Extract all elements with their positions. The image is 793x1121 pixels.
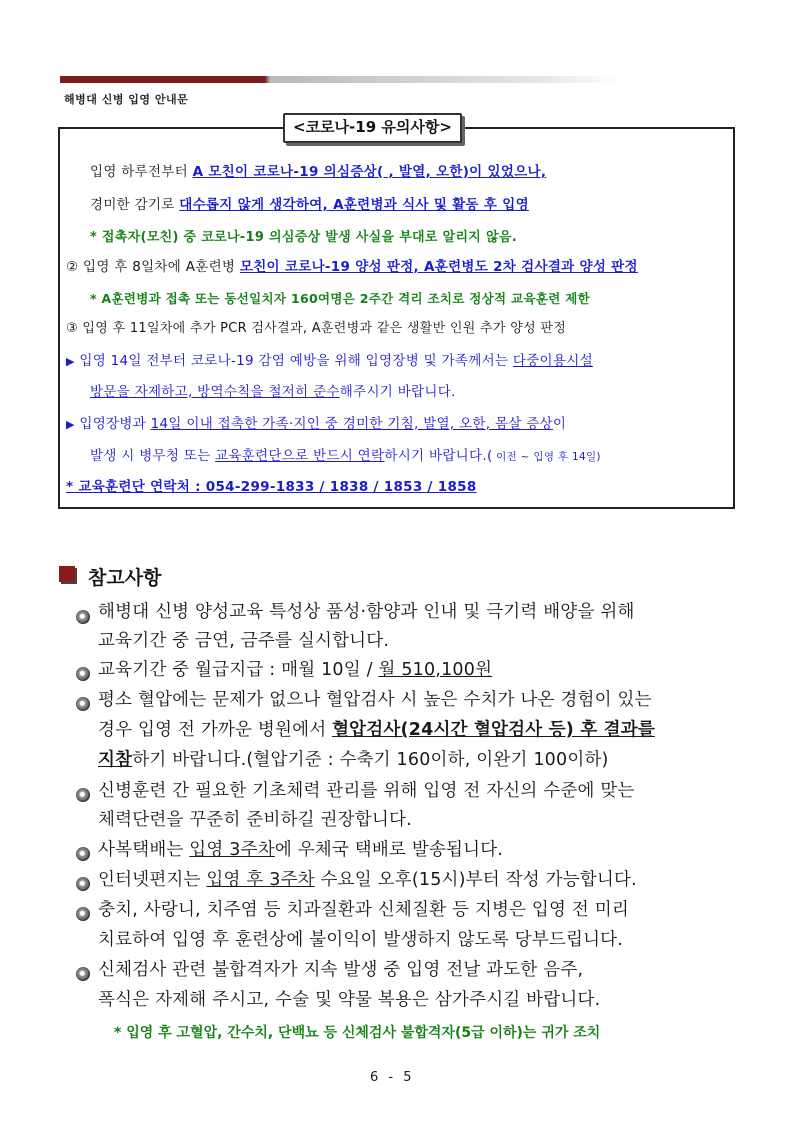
training-unit-contact: * 교육훈련단 연락처 : 054-299-1833 / 1838 / 1853 / 1858 (66, 479, 477, 495)
covid-line-1-highlight: A 모친이 코로나-19 의심증상( , 발열, 오한)이 있었으나, (192, 164, 547, 180)
reference-item-7-line-1: 충치, 사랑니, 치주염 등 치과질환과 신체질환 등 지병은 입영 전 미리 (98, 900, 629, 920)
page-number: 6 - 5 (370, 1070, 415, 1085)
reference-item-3-text: 경우 입영 전 가까운 병원에서 (98, 720, 333, 740)
covid-line-2-text: 경미한 감기로 (90, 197, 180, 213)
reference-item-3-tail: 하기 바랍니다.(혈압기준 : 수축기 160이하, 이완기 100이하) (132, 750, 609, 770)
reference-item-6-tail: 수요일 오후(15시)부터 작성 가능합니다. (314, 870, 637, 890)
bullet-circle-icon (76, 697, 90, 711)
reference-item-5-text: 사복택배는 (98, 840, 190, 860)
covid-line-1 (90, 163, 546, 181)
reference-item-5-tail: 에 우체국 택배로 발송됩니다. (274, 840, 504, 860)
bullet-circle-icon (76, 877, 90, 891)
document-header-title: 해병대 신병 입영 안내문 (64, 93, 189, 106)
reference-item-3-line-3 (98, 748, 609, 772)
bullet-circle-icon (76, 610, 90, 624)
reference-item-1-line-1: 해병대 신병 양성교육 특성상 품성·함양과 인내 및 극기력 배양을 위해 (98, 602, 635, 622)
reference-item-6-text: 인터넷편지는 (98, 870, 207, 890)
reference-item-6 (98, 868, 637, 892)
covid-line-6: ③ 입영 후 11일차에 추가 PCR 검사결과, A훈련병과 같은 생활반 인원 추가 양성 판정 (66, 321, 567, 336)
covid-line-4 (66, 258, 638, 276)
covid-line-2 (90, 196, 529, 214)
covid-line-8 (90, 383, 456, 401)
bullet-circle-icon (76, 967, 90, 981)
reference-item-4-line-2: 체력단련을 꾸준히 준비하길 권장합니다. (98, 810, 412, 830)
reference-item-3-highlight-2: 지참 (98, 750, 133, 770)
section-title: 참고사항 (88, 567, 162, 589)
covid-line-5: * A훈련병과 접촉 또는 동선일치자 160여명은 2주간 격리 조치로 정상적 교육훈련 제한 (90, 291, 590, 306)
health-check-note: * 입영 후 고혈압, 간수치, 단백뇨 등 신체검사 불합격자(5급 이하)는 귀가 조치 (114, 1025, 601, 1041)
covid-line-7-text: 입영 14일 전부터 코로나-19 감염 예방을 위해 입영장병 및 가족께서는 (74, 353, 513, 369)
covid-line-9-highlight: 14일 이내 접촉한 가족·지인 중 경미한 기침, 발열, 오한, 몸살 증상 (150, 416, 553, 432)
covid-line-10-highlight: 교육훈련단으로 반드시 연락 (215, 448, 385, 464)
reference-item-2-text: 교육기간 중 월급지급 : 매월 10일 / (98, 660, 379, 680)
covid-line-10-text: 발생 시 병무청 또는 (90, 448, 216, 464)
covid-line-8-highlight: 방문을 자제하고, 방역수칙을 철저히 준수 (90, 384, 340, 400)
reference-item-3-line-2 (98, 718, 655, 742)
covid-notice-title: <코로나-19 유의사항> (283, 113, 462, 143)
reference-item-4-line-1: 신병훈련 간 필요한 기초체력 관리를 위해 입영 전 자신의 수준에 맞는 (98, 781, 635, 801)
play-arrow-icon: ▶ (66, 355, 75, 368)
covid-line-4-highlight: 모친이 코로나-19 양성 판정, A훈련병도 2차 검사결과 양성 판정 (239, 259, 638, 275)
reference-item-7-line-2: 치료하여 입영 후 훈련상에 불이익이 발생하지 않도록 당부드립니다. (98, 930, 624, 950)
reference-item-6-highlight: 입영 후 3주차 (206, 870, 315, 890)
covid-line-3: * 접촉자(모친) 중 코로나-19 의심증상 발생 사실을 부대로 알리지 않음. (90, 230, 517, 245)
play-arrow-icon: ▶ (66, 418, 75, 431)
covid-line-4-text: ② 입영 후 8일차에 A훈련병 (66, 259, 240, 275)
covid-line-9-tail: 이 (552, 416, 567, 432)
reference-item-5-highlight: 입영 3주차 (189, 840, 275, 860)
reference-item-3-highlight: 혈압검사(24시간 혈압검사 등) 후 결과를 (332, 720, 655, 740)
section-square-icon (59, 566, 75, 582)
monthly-salary: 월 510,100원 (378, 660, 493, 680)
reference-item-8-line-2: 폭식은 자제해 주시고, 수술 및 약물 복용은 삼가주시길 바랍니다. (98, 990, 601, 1010)
header-rule (60, 76, 620, 83)
reference-item-3-line-1: 평소 혈압에는 문제가 없으나 혈압검사 시 높은 수치가 나온 경험이 있는 (98, 690, 652, 710)
bullet-circle-icon (76, 847, 90, 861)
covid-line-9 (66, 415, 566, 434)
covid-line-7-highlight: 다중이용시설 (512, 353, 593, 369)
reference-item-1-line-2: 교육기간 중 금연, 금주를 실시합니다. (98, 631, 390, 651)
covid-line-1-text: 입영 하루전부터 (90, 164, 193, 180)
reference-item-8-line-1: 신체검사 관련 불합격자가 지속 발생 중 입영 전날 과도한 음주, (98, 960, 584, 980)
covid-line-10-tail: 하시기 바랍니다.( (384, 448, 493, 464)
covid-line-2-highlight: 대수롭지 않게 생각하여, A훈련병과 식사 및 활동 후 입영 (179, 197, 529, 213)
reference-item-5 (98, 838, 503, 862)
bullet-circle-icon (76, 907, 90, 921)
covid-line-9-text: 입영장병과 (74, 416, 151, 432)
bullet-circle-icon (76, 788, 90, 802)
covid-line-7 (66, 352, 593, 371)
covid-line-10 (90, 447, 601, 466)
reference-item-2 (98, 658, 492, 682)
covid-line-10-note: 이전 ~ 입영 후 14일) (492, 451, 601, 463)
covid-line-8-text: 해주시기 바랍니다. (339, 384, 456, 400)
bullet-circle-icon (76, 667, 90, 681)
